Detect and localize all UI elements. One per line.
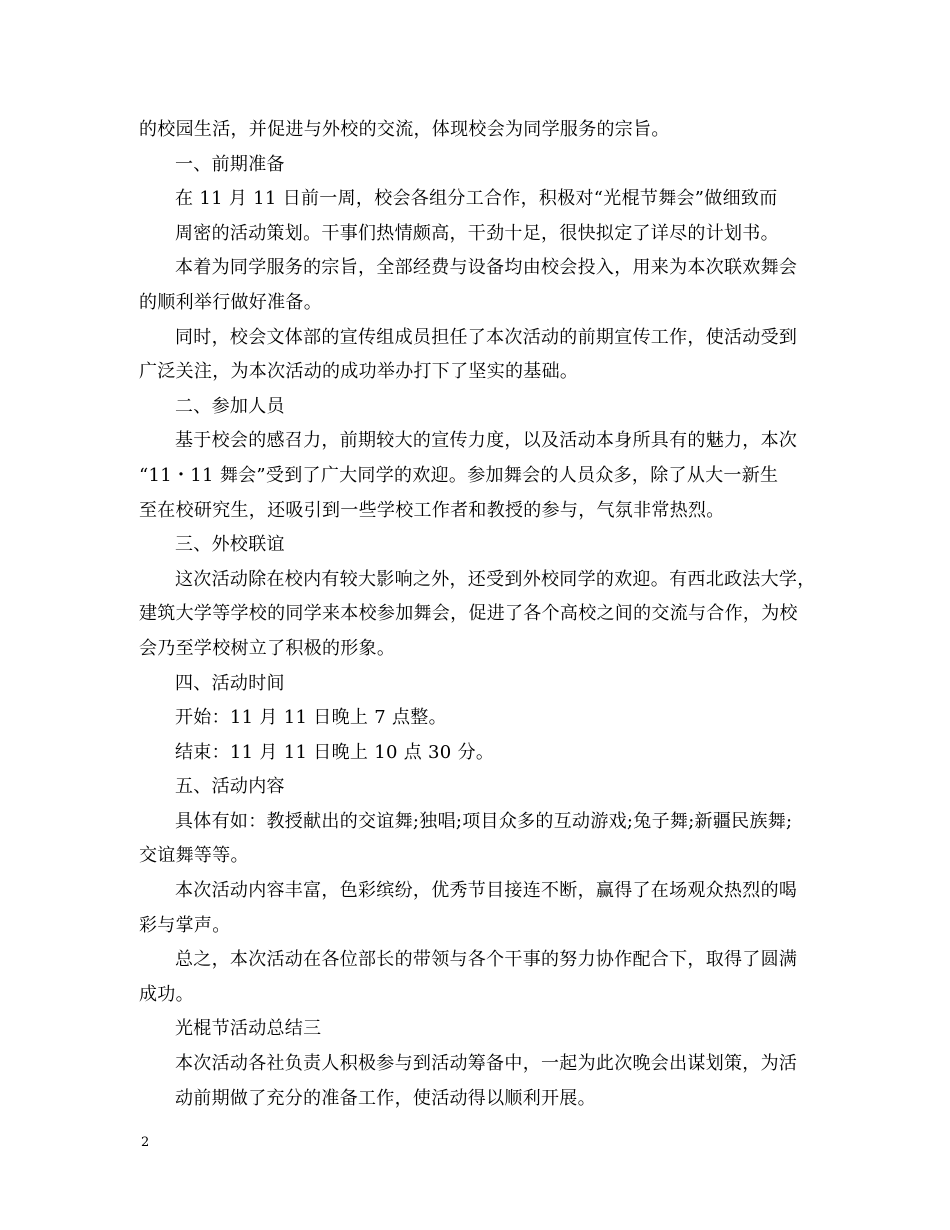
text-line: 成功。	[139, 983, 194, 1005]
document-body	[139, 113, 819, 1116]
text-line: 总之，本次活动在各位部长的带领与各个干事的努力协作配合下，取得了圆满	[175, 949, 798, 971]
text-line: 基于校会的感召力，前期较大的宣传力度，以及活动本身所具有的魅力，本次	[175, 430, 798, 452]
page-number: 2	[141, 1135, 150, 1150]
text-line: 的顺利举行做好准备。	[139, 291, 322, 313]
text-line: 二、参加人员	[175, 395, 285, 417]
text-line: 至在校研究生，还吸引到一些学校工作者和教授的参与，气氛非常热烈。	[139, 499, 725, 521]
text-line: 在 11 月 11 日前一周，校会各组分工合作，积极对“光棍节舞会”做细致而	[175, 188, 778, 210]
text-line: 周密的活动策划。干事们热情颇高，干劲十足，很快拟定了详尽的计划书。	[175, 222, 779, 244]
text-line: 本次活动各社负责人积极参与到活动筹备中，一起为此次晚会出谋划策，为活	[175, 1053, 798, 1075]
text-line: 本着为同学服务的宗旨，全部经费与设备均由校会投入，用来为本次联欢舞会	[175, 257, 798, 279]
text-line: 开始：11 月 11 日晚上 7 点整。	[175, 707, 447, 729]
text-line: 会乃至学校树立了积极的形象。	[139, 637, 396, 659]
text-line: 具体有如：教授献出的交谊舞;独唱;项目众多的互动游戏;兔子舞;新疆民族舞;	[175, 810, 793, 832]
text-line: 广泛关注，为本次活动的成功举办打下了坚实的基础。	[139, 361, 579, 383]
text-line: 交谊舞等等。	[139, 845, 249, 867]
text-line: 五、活动内容	[175, 776, 285, 798]
text-line: 的校园生活，并促进与外校的交流，体现校会为同学服务的宗旨。	[139, 119, 670, 140]
text-line: 一、前期准备	[175, 153, 285, 175]
text-line: 建筑大学等学校的同学来本校参加舞会，促进了各个高校之间的交流与合作，为校	[139, 603, 798, 625]
text-line: 这次活动除在校内有较大影响之外，还受到外校同学的欢迎。有西北政法大学，	[175, 568, 816, 590]
text-line: 四、活动时间	[175, 672, 285, 694]
text-line: 同时，校会文体部的宣传组成员担任了本次活动的前期宣传工作，使活动受到	[175, 326, 798, 348]
text-line: 彩与掌声。	[139, 914, 231, 936]
text-line: 光棍节活动总结三	[175, 1018, 322, 1040]
text-line: 本次活动内容丰富，色彩缤纷，优秀节目接连不断，赢得了在场观众热烈的喝	[175, 880, 798, 902]
text-line: 三、外校联谊	[175, 534, 285, 556]
text-line: 动前期做了充分的准备工作，使活动得以顺利开展。	[175, 1087, 596, 1109]
text-line: 结束：11 月 11 日晚上 10 点 30 分。	[175, 741, 495, 763]
text-line: “11・11 舞会”受到了广大同学的欢迎。参加舞会的人员众多，除了从大一新生	[139, 464, 779, 486]
